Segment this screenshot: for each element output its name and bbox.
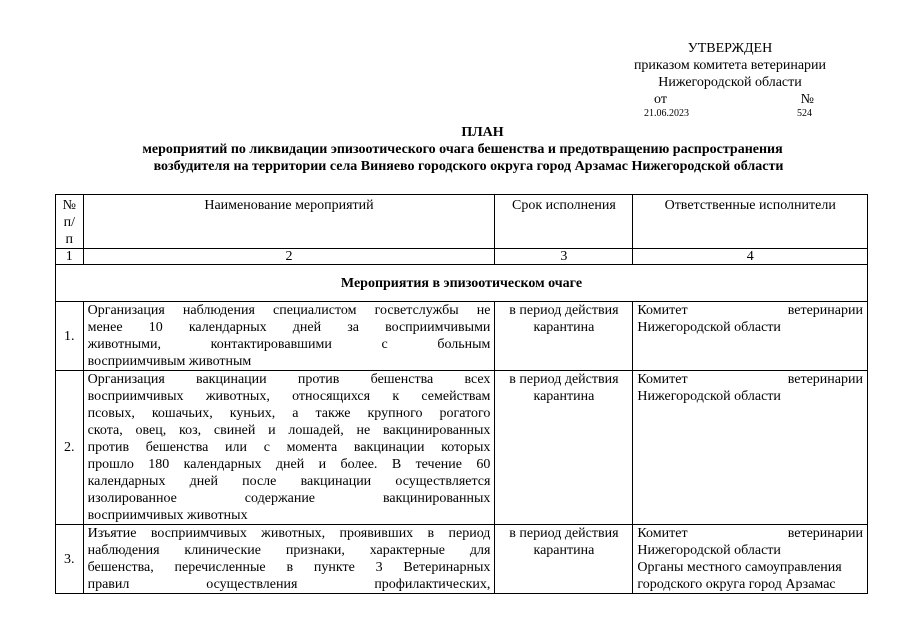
term-line2: карантина (533, 543, 595, 558)
plan-title: ПЛАН (461, 125, 504, 140)
responsible-line2: Нижегородской области (637, 543, 781, 558)
column-number-row (56, 249, 868, 265)
row-term (495, 302, 633, 371)
header-name: Наименование мероприятий (83, 195, 495, 249)
approval-from-label: от (654, 92, 667, 107)
plan-title-block (100, 124, 825, 175)
approval-number-label: № (800, 92, 814, 107)
approval-line2: Нижегородской области (658, 75, 802, 90)
row-term (495, 525, 633, 594)
header-term: Срок исполнения (495, 195, 633, 249)
column-number: 1 (56, 249, 84, 265)
approval-title: УТВЕРЖДЕН (687, 41, 773, 56)
column-number: 4 (633, 249, 868, 265)
responsible-word1: Комитет (637, 372, 688, 387)
responsible-line2: Нижегородской области (637, 389, 781, 404)
responsible-line1 (637, 371, 863, 388)
measure-line: Организация вакцинации против бешенства всех (87, 372, 491, 387)
approval-date: 21.06.2023 (644, 108, 689, 119)
term-line2: карантина (533, 389, 595, 404)
approval-from-number-row (620, 91, 840, 108)
measure-line: бешенства, перечисленные в пункте 3 Ветеринарных (87, 560, 491, 575)
measure-line: Изъятие восприимчивых животных, проявивших в период (87, 526, 491, 541)
table-row (56, 302, 868, 371)
row-measure (83, 371, 495, 525)
responsible-word2: ветеринарии (787, 372, 863, 387)
term-line1: в период действия (509, 526, 619, 541)
column-number: 2 (83, 249, 495, 265)
section-title: Мероприятия в эпизоотическом очаге (56, 265, 868, 302)
row-responsible (633, 371, 868, 525)
responsible-word2: ветеринарии (787, 303, 863, 318)
responsible-word1: Комитет (637, 303, 688, 318)
header-num-line1: № (62, 198, 76, 213)
responsible-word1: Комитет (637, 526, 688, 541)
measure-line: правил осуществления профилактических, (87, 577, 491, 592)
measure-line: изолированное содержание вакцинированных (87, 491, 491, 506)
approval-line1: приказом комитета ветеринарии (633, 58, 827, 73)
measure-line: восприимчивых животных (87, 508, 248, 523)
measure-line: менее 10 календарных дней за восприимчивыми (87, 320, 491, 335)
term-line2: карантина (533, 320, 595, 335)
table-row (56, 371, 868, 525)
responsible-line3: Органы местного самоуправления (637, 560, 842, 575)
header-num (56, 195, 84, 249)
responsible-line1 (637, 525, 863, 542)
approval-stamp (620, 40, 840, 120)
measure-line: Организация наблюдения специалистом госветслужбы не (87, 303, 491, 318)
responsible-line2: Нижегородской области (637, 320, 781, 335)
row-number: 3. (56, 525, 84, 594)
measure-line: календарных дней после вакцинации осуществляется (87, 474, 491, 489)
row-term (495, 371, 633, 525)
approval-date-number-row (620, 108, 840, 120)
responsible-word2: ветеринарии (787, 526, 863, 541)
term-line1: в период действия (509, 303, 619, 318)
row-responsible (633, 525, 868, 594)
measure-line: скота, овец, коз, свиней и лошадей, не вакцинированных (87, 423, 491, 438)
row-measure (83, 302, 495, 371)
measure-line: против бешенства или с момента вакцинации которых (87, 440, 491, 455)
measure-line: животными, контактировавшими с больным (87, 337, 491, 352)
row-measure (83, 525, 495, 594)
plan-table (55, 194, 868, 594)
column-number: 3 (495, 249, 633, 265)
measure-line: прошло 180 календарных дней и более. В течение 60 (87, 457, 491, 472)
measure-line: восприимчивым животным (87, 354, 252, 369)
responsible-line4: городского округа город Арзамас (637, 577, 836, 592)
measure-line: наблюдения клинические признаки, характерные для (87, 543, 491, 558)
approval-number: 524 (797, 108, 812, 119)
measure-line: восприимчивых животных, относящихся к семействам (87, 389, 491, 404)
header-responsible: Ответственные исполнители (633, 195, 868, 249)
plan-subtitle-line1: мероприятий по ликвидации эпизоотического очага бешенства и предотвращению распространения (142, 142, 783, 157)
table-row (56, 525, 868, 594)
row-number: 2. (56, 371, 84, 525)
row-number: 1. (56, 302, 84, 371)
section-row (56, 265, 868, 302)
plan-subtitle-line2: возбудителя на территории села Виняево городского округа город Арзамас Нижегородской области (153, 159, 784, 174)
table-header-row (56, 195, 868, 249)
measure-line: псовых, кошачьих, куньих, а также крупного рогатого (87, 406, 491, 421)
term-line1: в период действия (509, 372, 619, 387)
header-num-line2: п/п (63, 215, 75, 247)
row-responsible (633, 302, 868, 371)
responsible-line1 (637, 302, 863, 319)
